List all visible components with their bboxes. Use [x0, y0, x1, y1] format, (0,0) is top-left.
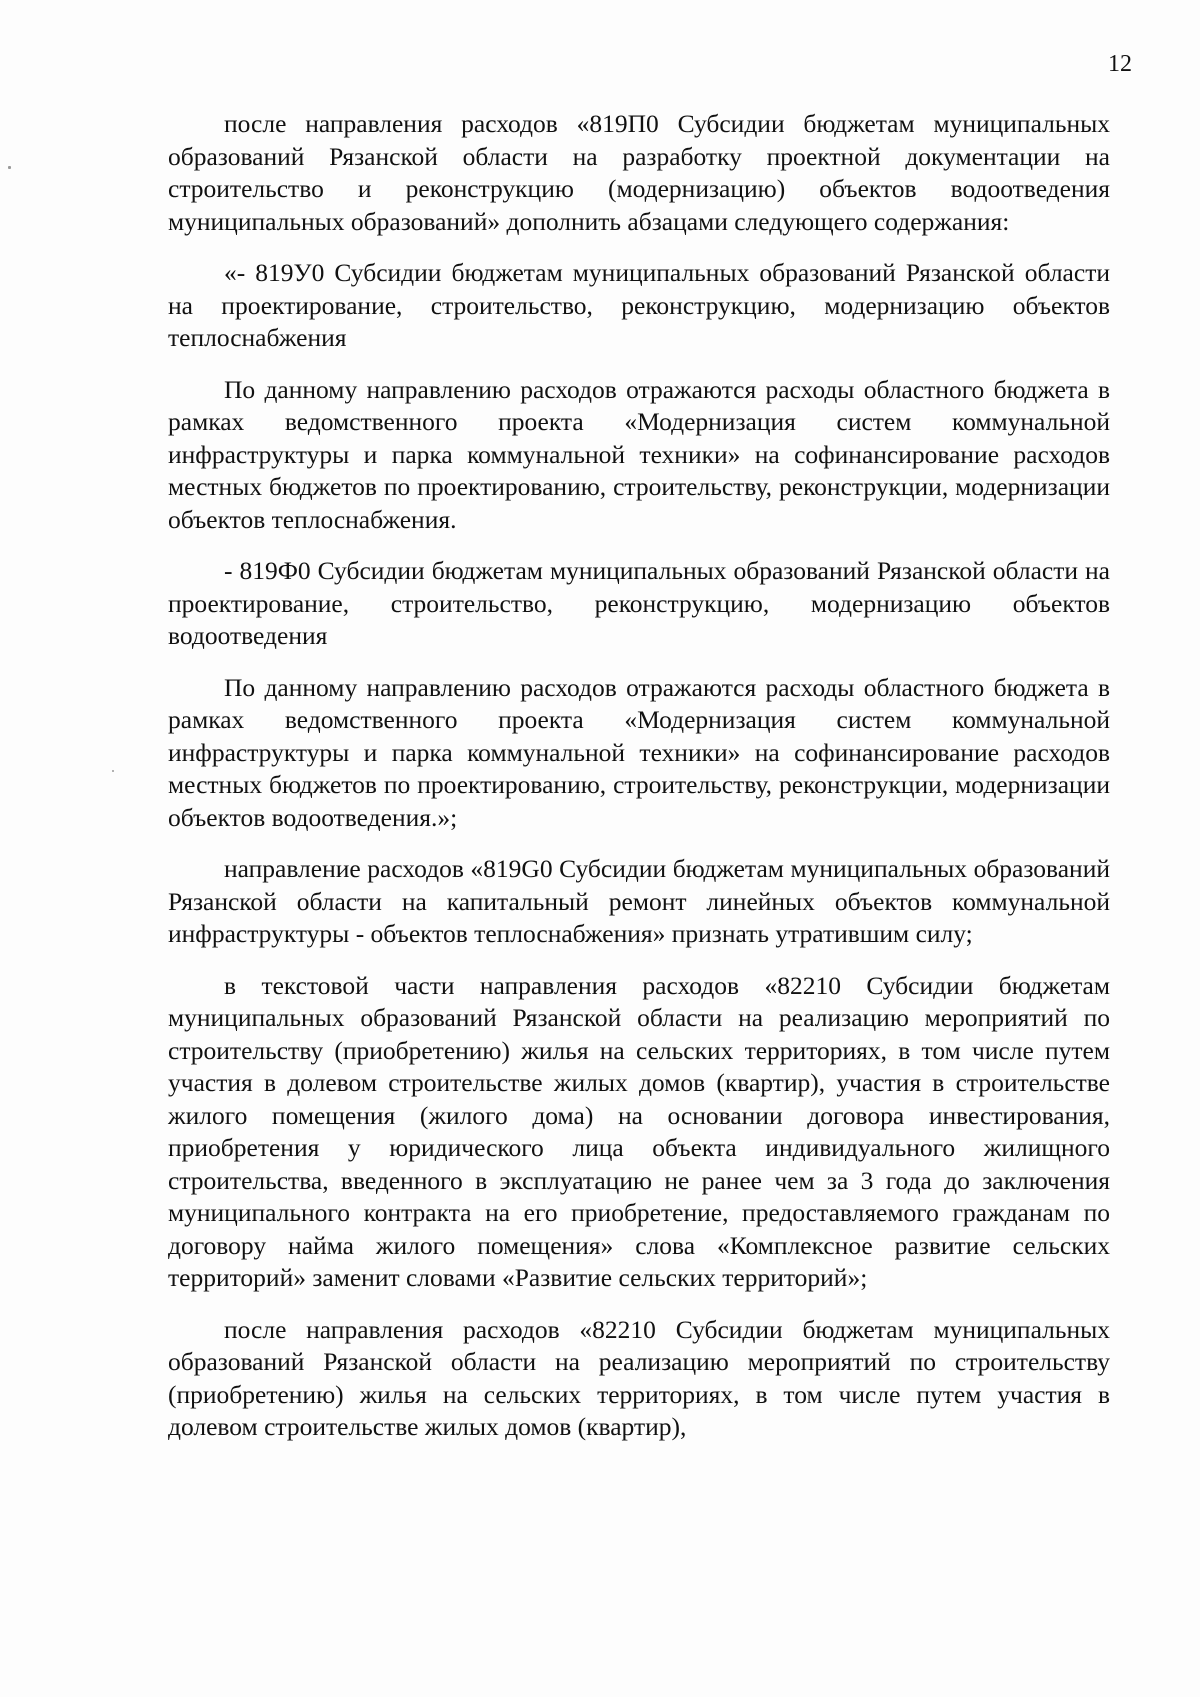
paragraph-4: - 819Ф0 Субсидии бюджетам муниципальных образований Рязанской области на проектирование, строительство, реконструкцию, модернизацию объектов водоотведения — [168, 556, 1110, 650]
paragraph-6: направление расходов «819G0 Субсидии бюджетам муниципальных образований Рязанской области на капитальный ремонт линейных объектов коммунальной инфраструктуры - объектов теплоснабжения» признать утратившим силу; — [168, 854, 1110, 948]
page-number: 12 — [1108, 51, 1132, 77]
paragraph-3: По данному направлению расходов отражаются расходы областного бюджета в рамках ведомственного проекта «Модернизация систем коммунальной инфраструктуры и парка коммунальной техники» на софинансирование расходов местных бюджетов по проектированию, строительству, реконструкции, модернизации объектов теплоснабжения. — [168, 374, 1110, 534]
document-body — [168, 108, 1110, 1444]
paragraph-5: По данному направлению расходов отражаются расходы областного бюджета в рамках ведомственного проекта «Модернизация систем коммунальной инфраструктуры и парка коммунальной техники» на софинансирование расходов местных бюджетов по проектированию, строительству, реконструкции, модернизации объектов водоотведения.»; — [168, 672, 1110, 832]
paragraph-1: после направления расходов «819П0 Субсидии бюджетам муниципальных образований Рязанской области на разработку проектной документации на строительство и реконструкцию (модернизацию) объектов водоотведения муниципальных образований» дополнить абзацами следующего содержания: — [168, 109, 1110, 236]
scan-speck — [8, 166, 11, 169]
paragraph-7: в текстовой части направления расходов «82210 Субсидии бюджетам муниципальных образований Рязанской области на реализацию мероприятий по строительству (приобретению) жилья на сельских территориях, в том числе путем участия в долевом строительстве жилых домов (квартир), участия в строительстве жилого помещения (жилого дома) на основании договора инвестирования, приобретения у юридического лица объекта индивидуального жилищного строительства, введенного в эксплуатацию не ранее чем за 3 года до заключения муниципального контракта на его приобретение, предоставляемого гражданам по договору найма жилого помещения» слова «Комплексное развитие сельских территорий» заменит словами «Развитие сельских территорий»; — [168, 970, 1110, 1292]
paragraph-2: «- 819У0 Субсидии бюджетам муниципальных образований Рязанской области на проектирование, строительство, реконструкцию, модернизацию объектов теплоснабжения — [168, 258, 1110, 352]
paragraph-8: после направления расходов «82210 Субсидии бюджетам муниципальных образований Рязанской области на реализацию мероприятий по строительству (приобретению) жилья на сельских территориях, в том числе путем участия в долевом строительстве жилых домов (квартир), — [168, 1314, 1110, 1441]
scan-speck — [112, 770, 114, 772]
